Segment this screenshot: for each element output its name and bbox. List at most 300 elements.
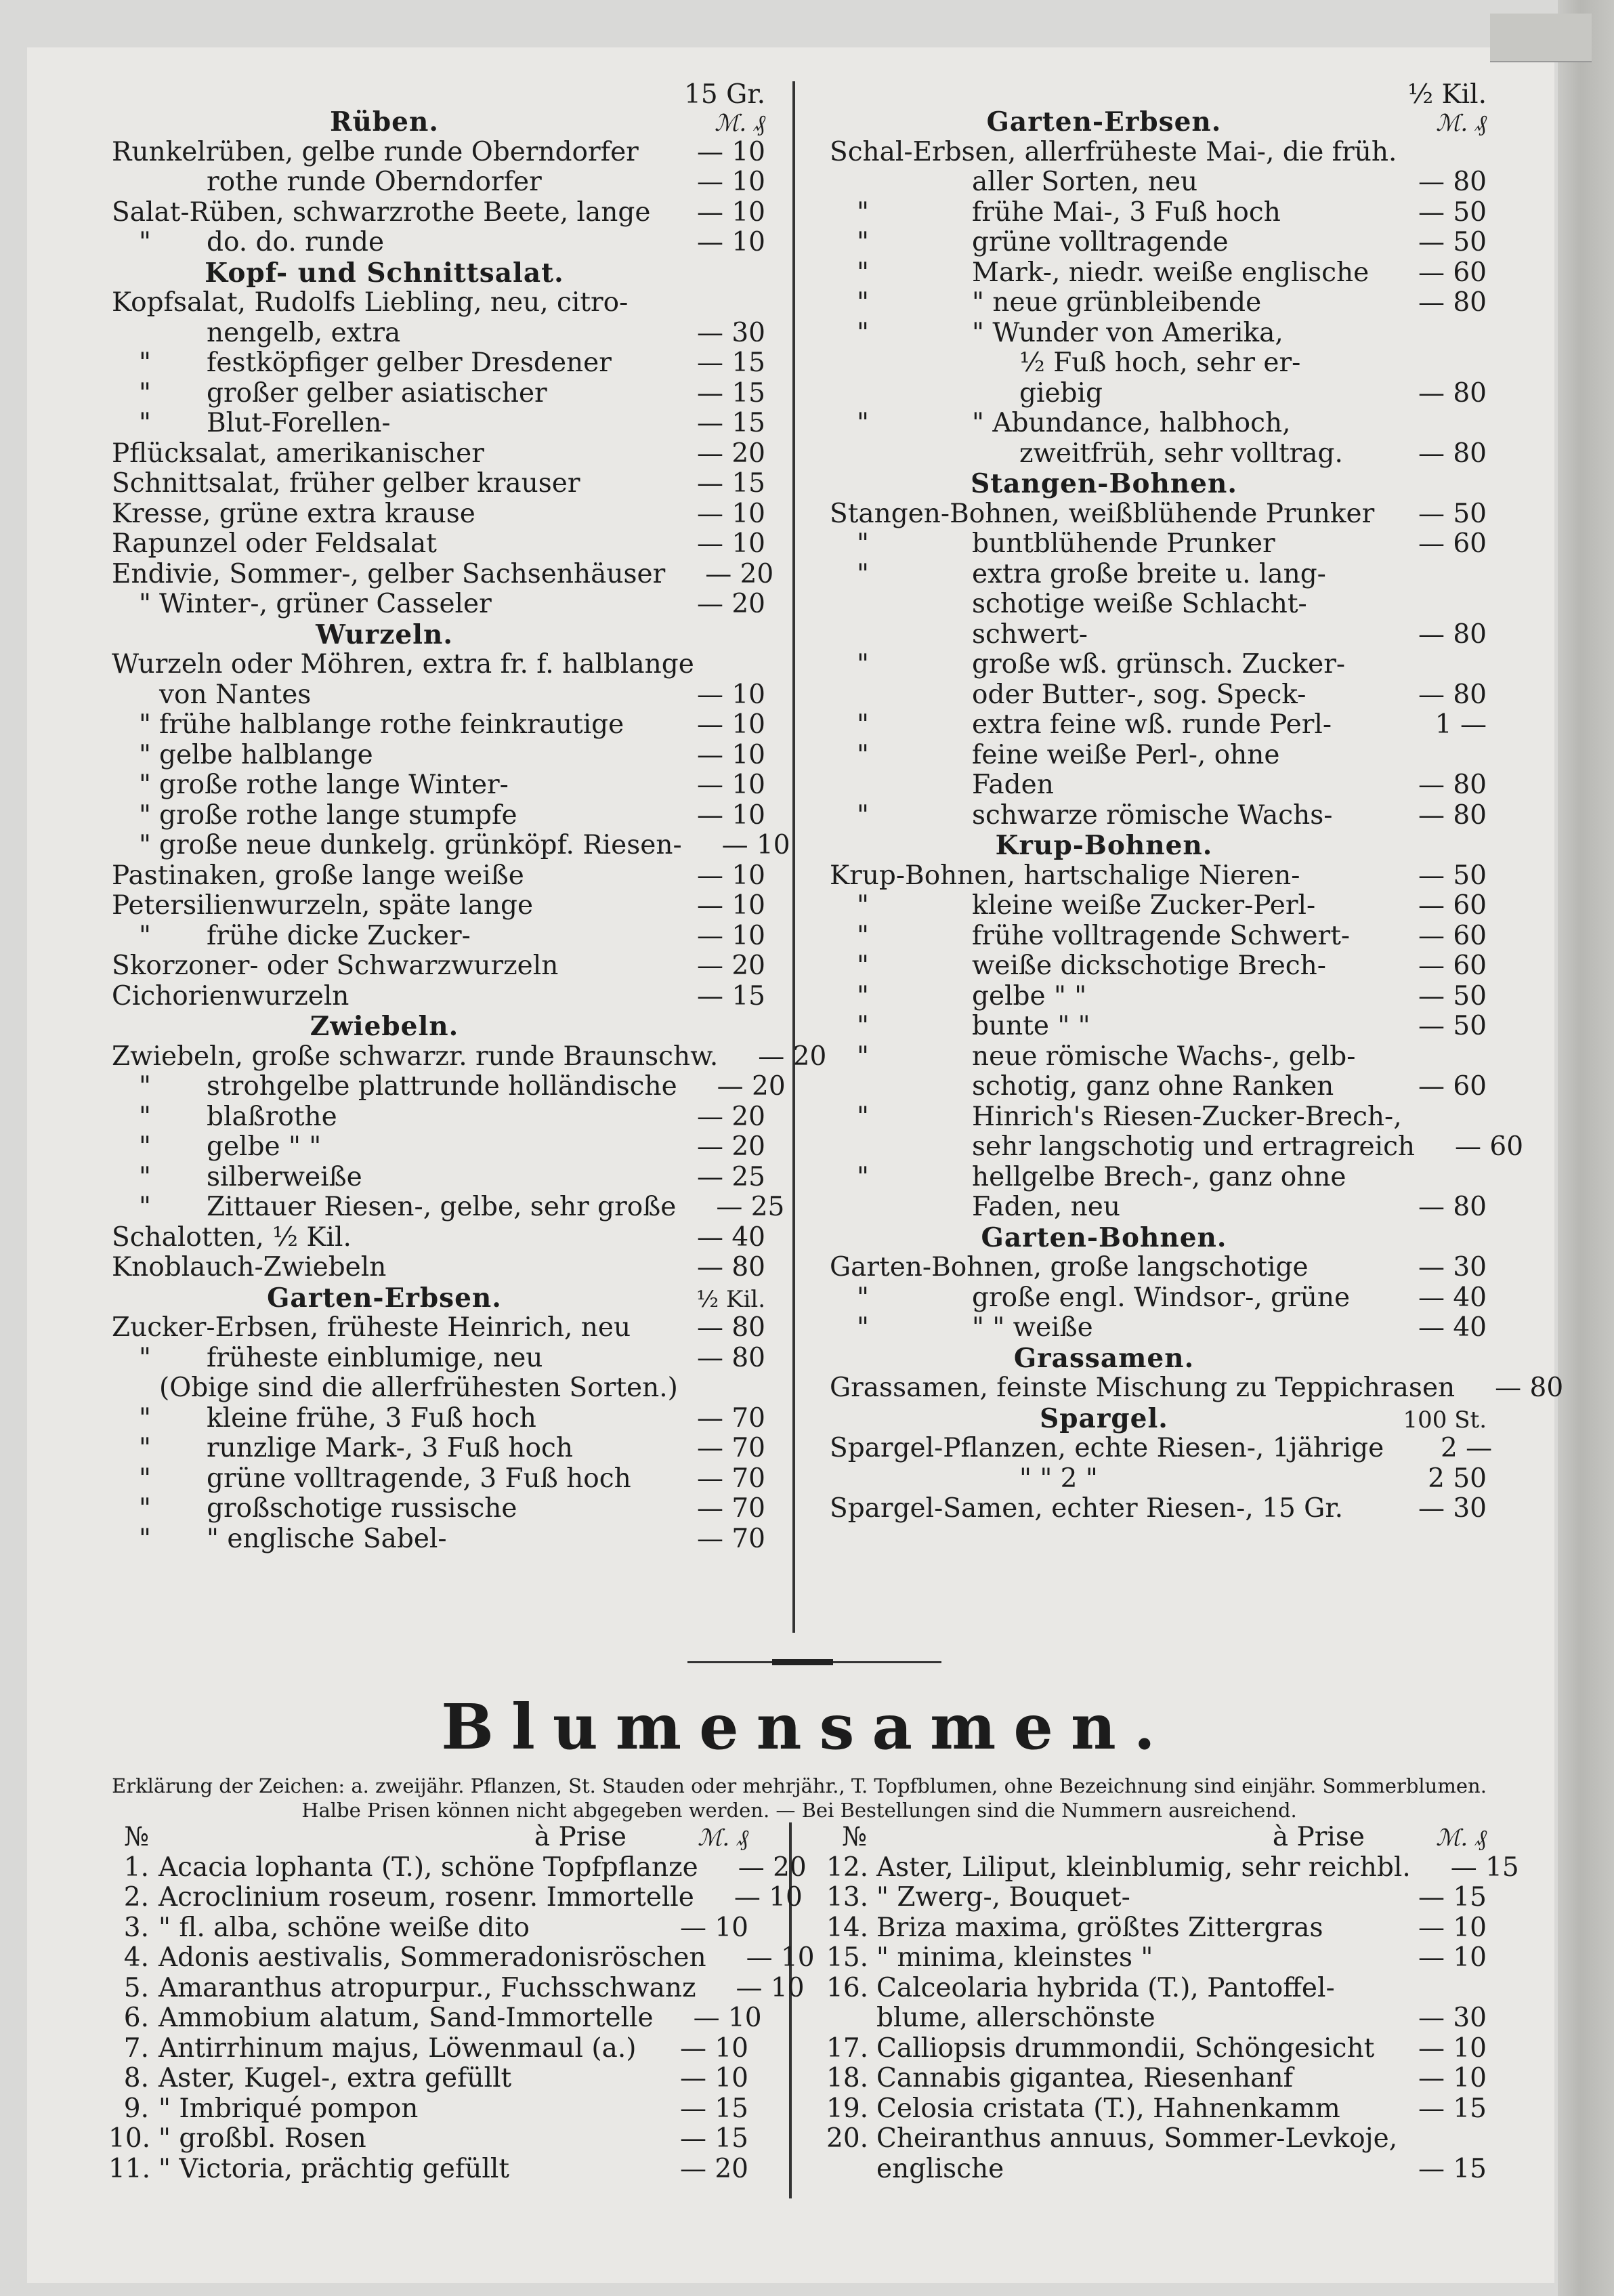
flower-row: [826, 1883, 1487, 1913]
item-name: [830, 228, 1378, 258]
item-price: — 50: [1418, 498, 1487, 529]
item-text: hellgelbe Brech-, ganz ohne: [972, 1161, 1346, 1192]
item-name: [112, 560, 665, 590]
item-price: — 30: [696, 317, 765, 348]
item-text: Pastinaken, große lange weiße: [112, 860, 524, 891]
flower-row: [826, 1852, 1519, 1883]
item-number: 1.: [123, 1852, 149, 1883]
item-text: kleine weiße Zucker-Perl-: [972, 890, 1316, 921]
price-row: [112, 198, 765, 228]
number-header: №: [842, 1822, 867, 1852]
ditto-mark: ": [857, 196, 869, 228]
item-name: [112, 891, 657, 921]
column-right: [830, 79, 1564, 1524]
price-row: [112, 318, 765, 349]
item-text: Zucker-Erbsen, früheste Heinrich, neu: [112, 1312, 631, 1343]
item-number: 9.: [123, 2093, 149, 2124]
item-text: runzlige Mark-, 3 Fuß hoch: [207, 1433, 573, 1463]
item-price: — 10: [679, 2032, 748, 2064]
item-number: 6.: [123, 2003, 149, 2033]
item-name: [112, 1102, 657, 1133]
price-row: [112, 589, 765, 620]
item-name: [830, 921, 1378, 952]
item-name: [830, 138, 1397, 168]
item-text: buntblühende Prunker: [972, 528, 1275, 559]
item-price: — 60: [1418, 890, 1487, 921]
item-name: Acacia lophanta (T.), schöne Topfpflanze: [158, 1852, 698, 1883]
price-row: [830, 1163, 1487, 1193]
item-name: [112, 288, 657, 318]
item-name: " fl. alba, schöne weiße dito: [158, 1912, 530, 1943]
price-row: [830, 439, 1487, 469]
unit-header: ℳ. ₰: [698, 1824, 748, 1852]
item-price: — 80: [1418, 619, 1487, 650]
item-name: [830, 1373, 1455, 1404]
section-heading: [112, 107, 765, 138]
item-text: kleine frühe, 3 Fuß hoch: [207, 1402, 536, 1434]
price-row: [112, 1041, 827, 1072]
flower-row: [826, 2003, 1487, 2034]
price-row: [112, 529, 765, 560]
price-row: [830, 1042, 1487, 1072]
item-price: — 10: [679, 2063, 748, 2093]
section-title-blumensamen: Blumensamen.: [441, 1690, 1173, 1763]
price-row: [112, 650, 765, 680]
item-price: — 20: [696, 1131, 765, 1162]
item-text: Krup-Bohnen, hartschalige Nieren-: [830, 860, 1300, 891]
price-row: [830, 499, 1487, 530]
section-title: Rüben.: [330, 106, 439, 138]
price-row: [112, 921, 765, 952]
item-text: strohgelbe plattrunde holländische: [207, 1071, 677, 1102]
flower-row: [826, 1974, 1487, 2004]
item-name: " Imbriqué pompon: [158, 2093, 419, 2124]
item-name: [112, 770, 657, 801]
item-name: [112, 589, 657, 620]
item-name: [112, 167, 657, 198]
section-heading: [830, 469, 1487, 499]
item-price: — 80: [1418, 1192, 1487, 1222]
price-row: [112, 680, 765, 711]
price-row: [830, 529, 1487, 560]
price-row: [830, 589, 1487, 620]
item-text: schotig, ganz ohne Ranken: [972, 1071, 1334, 1102]
item-name: " Zwerg-, Bouquet-: [876, 1882, 1130, 1913]
paper-tab: [1490, 14, 1592, 62]
unit-label: 15 Gr.: [684, 79, 765, 110]
item-name: [830, 1253, 1378, 1283]
ditto-mark: ": [857, 287, 869, 318]
item-name: [112, 1464, 657, 1495]
price-row: [112, 1343, 765, 1374]
item-price: — 80: [1418, 287, 1487, 318]
price-row: [112, 1253, 765, 1283]
item-text: Runkelrüben, gelbe runde Oberndorfer: [112, 136, 639, 167]
price-row: [830, 861, 1487, 892]
ditto-mark: ": [857, 1041, 869, 1072]
item-text: frühe halblange rothe feinkrautige: [159, 709, 624, 740]
section-unit: ℳ. ₰: [1436, 110, 1487, 137]
item-price: — 20: [696, 589, 765, 619]
item-name: [112, 529, 657, 560]
flower-row: [108, 2064, 748, 2094]
flower-row: [826, 2064, 1487, 2094]
price-row: [830, 951, 1487, 982]
item-number: 19.: [826, 2093, 869, 2124]
price-row: [112, 1071, 786, 1102]
ditto-mark: ": [857, 920, 869, 951]
item-text: gelbe " ": [207, 1131, 322, 1162]
item-text: große engl. Windsor-, grüne: [972, 1282, 1351, 1313]
page-edge: [1558, 0, 1614, 2296]
item-text: früheste einblumige, neu: [207, 1342, 543, 1373]
column-divider: [792, 81, 795, 1633]
section-unit: 100 St.: [1403, 1406, 1487, 1434]
item-text: Petersilienwurzeln, späte lange: [112, 890, 534, 921]
price-row: [112, 861, 765, 892]
item-name: [112, 1163, 657, 1193]
item-price: — 20: [705, 558, 774, 589]
flower-row: [826, 1943, 1487, 1974]
item-number: 2.: [123, 1882, 149, 1913]
item-name: [830, 258, 1378, 289]
item-name: [830, 620, 1378, 650]
item-name: [830, 1011, 1378, 1042]
item-name: blume, allerschönste: [876, 2003, 1155, 2033]
item-name: Celosia cristata (T.), Hahnenkamm: [876, 2093, 1340, 2124]
price-row: [112, 228, 765, 258]
price-row: [830, 1072, 1487, 1102]
item-price: — 60: [1418, 257, 1487, 288]
item-name: Amaranthus atropurpur., Fuchsschwanz: [158, 1972, 696, 2003]
item-name: " großbl. Rosen: [158, 2123, 366, 2154]
ditto-mark: ": [857, 980, 869, 1011]
ditto-mark: ": [139, 1131, 151, 1162]
item-text: (Obige sind die allerfrühesten Sorten.): [159, 1373, 678, 1403]
item-name: [830, 1072, 1378, 1102]
price-row: [830, 710, 1487, 740]
item-price: — 50: [1418, 1011, 1487, 1041]
item-text: schwarze römische Wachs-: [972, 799, 1333, 831]
item-price: — 15: [1450, 1852, 1519, 1883]
item-text: von Nantes: [159, 679, 312, 710]
ditto-mark: ": [857, 1101, 869, 1132]
section-heading: [112, 620, 765, 650]
price-row: [830, 138, 1487, 168]
item-number: 3.: [123, 1912, 149, 1943]
price-row: [830, 770, 1487, 801]
item-price: — 40: [696, 1222, 765, 1253]
price-row: [830, 1192, 1487, 1223]
item-text: große rothe lange stumpfe: [159, 799, 517, 831]
flower-row: [108, 2124, 748, 2154]
ditto-mark: ": [139, 1402, 151, 1434]
item-price: — 20: [738, 1852, 807, 1883]
item-name: [112, 499, 657, 530]
item-price: — 10: [696, 860, 765, 891]
item-price: — 15: [696, 468, 765, 499]
item-text: Cichorienwurzeln: [112, 980, 349, 1011]
item-name: [112, 348, 657, 379]
item-name: [830, 1283, 1378, 1314]
item-name: [112, 469, 657, 499]
item-text: aller Sorten, neu: [972, 167, 1198, 197]
ditto-mark: ": [857, 951, 869, 981]
ditto-mark: ": [139, 377, 151, 409]
section-heading: [830, 1404, 1487, 1434]
item-text: ½ Fuß hoch, sehr er-: [1019, 348, 1301, 378]
item-name: [830, 198, 1378, 228]
item-name: Cannabis gigantea, Riesenhanf: [876, 2063, 1294, 2093]
item-price: — 25: [716, 1192, 785, 1222]
item-price: — 15: [679, 2093, 748, 2124]
item-text: Zittauer Riesen-, gelbe, sehr große: [207, 1192, 677, 1222]
item-name: [830, 1102, 1402, 1133]
item-number: 13.: [826, 1882, 869, 1913]
item-name: [112, 1192, 676, 1223]
item-name: [830, 288, 1378, 318]
ditto-mark: ": [139, 770, 151, 800]
item-name: Antirrhinum majus, Löwenmaul (a.): [158, 2032, 637, 2064]
unit-label: ½ Kil.: [1407, 79, 1487, 110]
item-name: [112, 1404, 657, 1434]
item-number: 4.: [123, 1942, 149, 1973]
item-text: Hinrich's Riesen-Zucker-Brech-,: [972, 1101, 1402, 1132]
item-price: — 10: [696, 920, 765, 951]
item-name: " Victoria, prächtig gefüllt: [158, 2153, 509, 2184]
item-text: gelbe " ": [972, 980, 1087, 1011]
item-name: Adonis aestivalis, Sommeradonisröschen: [158, 1942, 706, 1973]
price-row: [830, 740, 1487, 771]
number-header: №: [124, 1822, 149, 1852]
section-title: Wurzeln.: [316, 619, 453, 650]
flower-row: [108, 1972, 805, 2004]
price-row: [830, 379, 1487, 409]
item-number: 5.: [123, 1972, 149, 2003]
item-text: schwert-: [972, 619, 1088, 650]
price-row: [830, 409, 1487, 439]
ditto-mark: ": [139, 1493, 151, 1524]
ditto-mark: ": [857, 890, 869, 921]
price-row: [112, 1132, 765, 1163]
item-name: [112, 1494, 657, 1524]
ditto-mark: ": [139, 739, 151, 770]
item-price: — 10: [1418, 2032, 1487, 2064]
item-text: Kopfsalat, Rudolfs Liebling, neu, citro-: [112, 287, 629, 318]
item-price: — 15: [679, 2123, 748, 2154]
price-row: [830, 891, 1487, 921]
item-text: " englische Sabel-: [207, 1523, 447, 1554]
item-text: Spargel-Pflanzen, echte Riesen-, 1jährige: [830, 1433, 1384, 1463]
price-row: [112, 288, 765, 318]
ditto-mark: ": [857, 317, 869, 348]
item-name: [112, 379, 657, 409]
price-row: [830, 288, 1487, 318]
item-name: [112, 318, 657, 349]
ditto-mark: ": [139, 1101, 151, 1132]
flower-row: [826, 2124, 1487, 2154]
section-heading: [830, 1223, 1487, 1253]
item-name: [830, 499, 1378, 530]
item-price: — 80: [1418, 438, 1487, 469]
flower-row: [108, 1913, 748, 1944]
item-price: — 50: [1418, 860, 1487, 891]
price-row: [112, 469, 765, 499]
item-price: — 10: [693, 2003, 762, 2033]
price-row: [112, 801, 765, 831]
item-text: " Wunder von Amerika,: [972, 317, 1283, 348]
item-price: — 20: [696, 951, 765, 981]
item-name: [830, 318, 1378, 349]
item-price: — 10: [679, 1912, 748, 1943]
item-text: gelbe halblange: [159, 739, 373, 770]
item-text: extra große breite u. lang-: [972, 558, 1326, 589]
price-row: [830, 1433, 1493, 1464]
item-text: feine weiße Perl-, ohne: [972, 739, 1280, 770]
price-row: [112, 1524, 765, 1555]
flower-row: [108, 2003, 762, 2034]
section-title: Spargel.: [1040, 1402, 1168, 1434]
item-number: 7.: [123, 2032, 149, 2064]
flower-row: [108, 1942, 815, 1974]
item-text: Kresse, grüne extra krause: [112, 498, 475, 529]
flower-row: [108, 2154, 748, 2185]
item-name: [112, 861, 657, 892]
item-price: — 40: [1418, 1312, 1487, 1343]
column-left: [112, 79, 827, 1554]
item-text: Faden, neu: [972, 1192, 1120, 1222]
item-text: Schalotten, ½ Kil.: [112, 1222, 352, 1253]
price-row: [112, 1434, 765, 1464]
item-text: neue römische Wachs-, gelb-: [972, 1041, 1356, 1072]
price-row: [830, 982, 1487, 1012]
item-text: schotige weiße Schlacht-: [972, 589, 1307, 619]
item-name: [112, 198, 657, 228]
ditto-mark: ": [857, 739, 869, 770]
item-name: Calceolaria hybrida (T.), Pantoffel-: [876, 1972, 1335, 2003]
price-row: [112, 710, 765, 740]
ditto-mark: ": [139, 1523, 151, 1554]
price-row: [112, 1163, 765, 1193]
prise-header: à Prise: [534, 1822, 627, 1852]
section-heading: [112, 1011, 765, 1042]
item-number: 20.: [826, 2123, 869, 2154]
item-price: — 10: [746, 1942, 815, 1973]
prise-header: à Prise: [1272, 1822, 1365, 1852]
item-text: Knoblauch-Zwiebeln: [112, 1252, 387, 1282]
item-text: blaßrothe: [207, 1101, 337, 1132]
item-price: — 60: [1418, 951, 1487, 981]
item-price: — 20: [679, 2153, 748, 2184]
item-price: — 15: [1418, 1882, 1487, 1913]
ditto-mark: ": [857, 227, 869, 257]
flower-row: [826, 1913, 1487, 1944]
item-price: — 10: [696, 770, 765, 800]
section-heading: [830, 831, 1487, 861]
price-row: [830, 801, 1487, 831]
section-title: Kopf- und Schnittsalat.: [205, 257, 564, 289]
item-name: [112, 228, 657, 258]
item-text: " " weiße: [972, 1312, 1093, 1343]
item-price: — 30: [1418, 2003, 1487, 2033]
item-text: Pflücksalat, amerikanischer: [112, 438, 484, 469]
price-row: [830, 1102, 1487, 1133]
section-title: Garten-Bohnen.: [981, 1222, 1227, 1253]
item-price: — 80: [1418, 167, 1487, 197]
item-price: — 15: [696, 377, 765, 409]
price-row: [112, 1192, 785, 1223]
item-name: [830, 529, 1378, 560]
item-text: zweitfrüh, sehr volltrag.: [1019, 438, 1343, 469]
item-name: [830, 1494, 1378, 1524]
item-price: — 50: [1418, 227, 1487, 257]
item-text: silberweiße: [207, 1161, 362, 1192]
item-name: [112, 680, 657, 711]
item-text: " neue grünbleibende: [972, 287, 1262, 318]
price-row: [112, 379, 765, 409]
item-number: 10.: [108, 2123, 151, 2154]
ditto-mark: ": [857, 1282, 869, 1313]
item-name: [112, 1373, 678, 1404]
item-text: extra feine wß. runde Perl-: [972, 709, 1332, 740]
item-text: grüne volltragende, 3 Fuß hoch: [207, 1463, 631, 1494]
item-name: [830, 1313, 1378, 1343]
item-price: — 10: [1418, 1912, 1487, 1943]
item-name: [830, 891, 1378, 921]
item-price: — 50: [1418, 980, 1487, 1011]
item-name: [112, 740, 657, 771]
item-price: — 30: [1418, 1252, 1487, 1282]
item-price: — 10: [696, 679, 765, 710]
price-row: [830, 620, 1487, 650]
ditto-mark: ": [857, 799, 869, 831]
price-row: [830, 228, 1487, 258]
item-text: festköpfiger gelber Dresdener: [207, 348, 612, 378]
flower-list-left: [108, 1822, 815, 2184]
item-price: — 10: [696, 227, 765, 257]
flower-row: [826, 2034, 1487, 2064]
item-price: — 10: [1418, 2063, 1487, 2093]
item-price: — 50: [1418, 196, 1487, 228]
item-name: [830, 982, 1378, 1012]
item-price: — 10: [721, 830, 790, 860]
price-row: [112, 499, 765, 530]
price-row: [112, 740, 765, 771]
item-price: — 10: [696, 709, 765, 740]
section-heading: [830, 1343, 1487, 1374]
list-header: [826, 1822, 1487, 1853]
item-number: 8.: [123, 2063, 149, 2093]
ditto-mark: ": [857, 1011, 869, 1041]
item-price: — 80: [1418, 799, 1487, 831]
item-text: frühe Mai-, 3 Fuß hoch: [972, 196, 1281, 228]
ditto-mark: ": [139, 227, 151, 257]
item-price: 2 50: [1428, 1463, 1487, 1494]
item-name: [112, 439, 657, 469]
item-text: Grassamen, feinste Mischung zu Teppichrasen: [830, 1373, 1456, 1403]
flower-row: [826, 2154, 1487, 2185]
item-name: [112, 710, 657, 740]
price-row: [830, 650, 1487, 680]
item-name: Ammobium alatum, Sand-Immortelle: [158, 2003, 654, 2033]
item-text: Spargel-Samen, echter Riesen-, 15 Gr.: [830, 1493, 1344, 1524]
price-row: [112, 1404, 765, 1434]
price-row: [830, 921, 1487, 952]
item-price: — 70: [696, 1493, 765, 1524]
price-row: [830, 1283, 1487, 1314]
item-name: [830, 861, 1378, 892]
price-row: [830, 1253, 1487, 1283]
